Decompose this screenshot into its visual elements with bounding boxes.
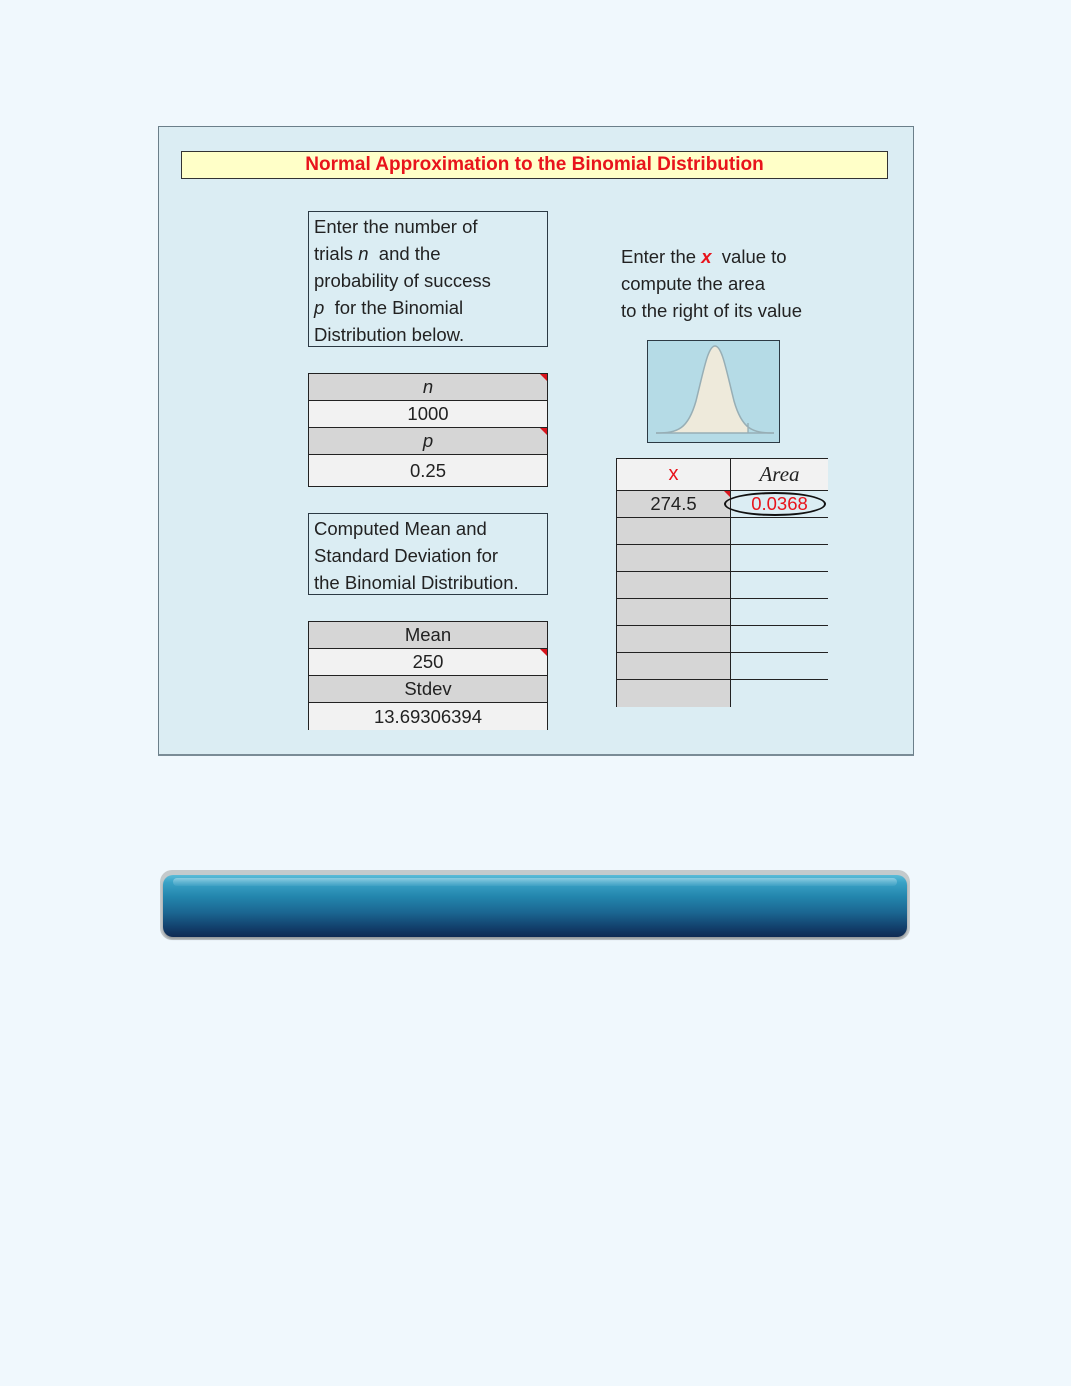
comment-indicator-icon[interactable]: [540, 374, 547, 381]
p-input-cell[interactable]: [309, 455, 547, 486]
normal-curve-icon: [647, 340, 780, 443]
stdev-label: Stdev: [404, 678, 452, 699]
area-result-cell: [731, 545, 828, 572]
x-instructions: [621, 243, 802, 324]
computed-stats-table: [308, 621, 548, 730]
computed-description-box: [308, 513, 548, 595]
comment-indicator-icon[interactable]: [724, 491, 730, 497]
description-line: the Binomial Distribution.: [314, 572, 519, 593]
x-header-label: x: [668, 463, 679, 485]
n-value[interactable]: 1000: [407, 403, 449, 424]
instruction-line: Distribution below.: [314, 324, 465, 345]
mean-value: 250: [412, 651, 444, 672]
text: and the: [368, 243, 441, 264]
area-table: [616, 458, 828, 707]
instruction-line: probability of success: [314, 270, 491, 291]
x-input-cell[interactable]: [617, 653, 731, 680]
title-text: Normal Approximation to the Binomial Distribution: [305, 154, 764, 175]
highlight-ellipse: [724, 492, 826, 516]
p-label-cell: [309, 428, 547, 455]
mean-label: Mean: [404, 624, 452, 645]
area-result-cell: [731, 680, 828, 707]
instruction-line: [314, 294, 542, 321]
text: for the Binomial: [324, 297, 464, 318]
x-input-cell[interactable]: [617, 572, 731, 599]
x-input-cell[interactable]: [617, 518, 731, 545]
x-column-header: [617, 459, 731, 491]
comment-indicator-icon[interactable]: [540, 649, 547, 656]
mean-label-cell: [309, 622, 547, 649]
area-result-cell: [731, 491, 828, 518]
x-value[interactable]: 274.5: [650, 493, 697, 514]
area-result-cell: [731, 653, 828, 680]
x-input-cell[interactable]: [617, 599, 731, 626]
instruction-line: Enter the number of: [314, 216, 478, 237]
n-variable: n: [358, 243, 369, 264]
mean-value-cell[interactable]: [309, 649, 547, 676]
area-result-cell: [731, 518, 828, 545]
stdev-label-cell: [309, 676, 547, 703]
instruction-line: compute the area: [621, 273, 765, 294]
comment-indicator-icon[interactable]: [540, 428, 547, 435]
worksheet-title: [181, 151, 888, 179]
description-line: Standard Deviation for: [314, 545, 499, 566]
instruction-line: [314, 240, 542, 267]
n-label-cell: [309, 374, 547, 401]
area-header-label: Area: [759, 462, 800, 486]
n-label: n: [422, 376, 434, 397]
instruction-line: [621, 243, 802, 270]
n-input-cell[interactable]: [309, 401, 547, 428]
area-result-cell: [731, 572, 828, 599]
area-column-header: [731, 459, 828, 491]
p-label: p: [422, 430, 434, 451]
binomial-parameters-table: [308, 373, 548, 487]
x-variable: x: [701, 246, 712, 267]
p-variable: p: [314, 297, 325, 318]
navigation-bar-button[interactable]: [163, 875, 907, 937]
description-line: Computed Mean and: [314, 518, 487, 539]
area-result-cell: [731, 626, 828, 653]
text: trials: [314, 243, 359, 264]
x-input-cell[interactable]: [617, 545, 731, 572]
x-input-cell[interactable]: [617, 680, 731, 707]
navigation-bar[interactable]: [160, 870, 910, 940]
input-instructions-box: [308, 211, 548, 347]
text: value to: [711, 246, 787, 267]
stdev-value: 13.69306394: [373, 705, 483, 727]
instruction-line: to the right of its value: [621, 300, 802, 321]
text: Enter the: [621, 246, 702, 267]
x-input-cell[interactable]: [617, 491, 731, 518]
p-value[interactable]: 0.25: [409, 459, 446, 481]
stdev-value-cell[interactable]: [309, 703, 547, 730]
area-value: 0.0368: [751, 493, 808, 514]
x-input-cell[interactable]: [617, 626, 731, 653]
area-result-cell: [731, 599, 828, 626]
bell-curve-graphic: [648, 341, 779, 442]
